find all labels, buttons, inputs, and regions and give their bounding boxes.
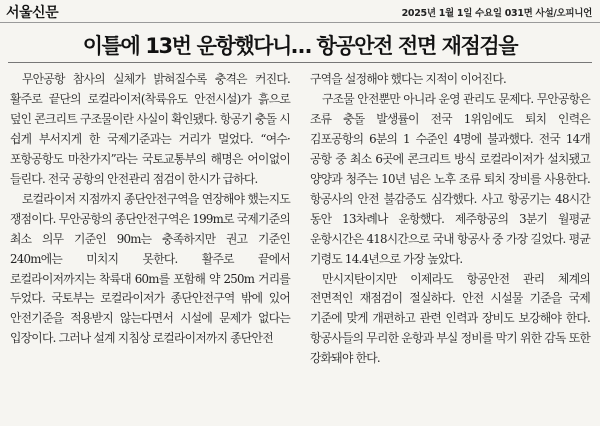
newspaper-logo: 서울신문 <box>6 5 59 21</box>
issue-meta: 2025년 1월 1일 수요일 031면 사설/오피니언 <box>401 8 592 19</box>
article-column-right <box>310 70 590 369</box>
editorial-headline: 이틀에 13번 운항했다니… 항공안전 전면 재점검을 <box>82 34 518 58</box>
article-column-left <box>10 70 290 349</box>
masthead <box>0 0 600 23</box>
paragraph: 구조물 안전뿐만 아니라 운영 관리도 문제다. 무안공항은 조류 충돌 발생률이 전국 1위임에도 퇴치 인력은 김포공항의 6분의 1 수준인 4명에 불과했다. 전국 14개 공항 중 최소 6곳에 콘크리트 방식 로컬라이저가 설치됐고 양양과 청주는 10년 넘은 노후 조류 퇴치 장비를 사용한다. 항공사의 안전 불감증도 심각했다. 사고 항공기는 48시간 동안 13차례나 운항했다. 제주항공의 3분기 월평균 운항시간은 418시간으로 국내 항공사 중 가장 길었다. 평균 기령도 14.4년으로 가장 높았다. <box>310 91 590 266</box>
headline-divider <box>8 62 592 63</box>
paragraph-continued: 구역을 설정해야 했다는 지적이 이어진다. <box>310 72 506 86</box>
paragraph: 무안공항 참사의 실체가 밝혀질수록 충격은 커진다. 활주로 끝단의 로컬라이저(착륙유도 안전시설)가 흙으로 덮인 콘크리트 구조물이란 사실이 확인됐다. 항공기 충돌 시 쉽게 부서지게 한 국제기준과는 거리가 멀었다. “여수·포항공항도 마찬가지”라는 국토교통부의 해명은 어이없이 들린다. 전국 공항의 안전관리 점검이 한시가 급하다. <box>10 72 290 186</box>
paragraph: 로컬라이저 지점까지 종단안전구역을 연장해야 했는지도 쟁점이다. 무안공항의 종단안전구역은 199m로 국제기준의 최소 의무 기준인 90m는 충족하지만 권고 기준인 240m에는 미치지 못한다. 활주로 끝에서 로컬라이저까지는 착륙대 60m를 포함해 약 250m 거리를 두었다. 국토부는 로컬라이저가 종단안전구역 밖에 있어 안전기준을 적용받지 않는다면서 시설에 문제가 없다는 입장이다. 그러나 설계 지침상 로컬라이저까지 종단안전 <box>10 191 290 346</box>
paragraph: 만시지탄이지만 이제라도 항공안전 관리 체계의 전면적인 재점검이 절실하다. 안전 시설물 기준을 국제 기준에 맞게 개편하고 관련 인력과 장비도 보강해야 한다. 항공사들의 무리한 운항과 부실 정비를 막기 위한 감독 또한 강화돼야 한다. <box>310 271 590 366</box>
